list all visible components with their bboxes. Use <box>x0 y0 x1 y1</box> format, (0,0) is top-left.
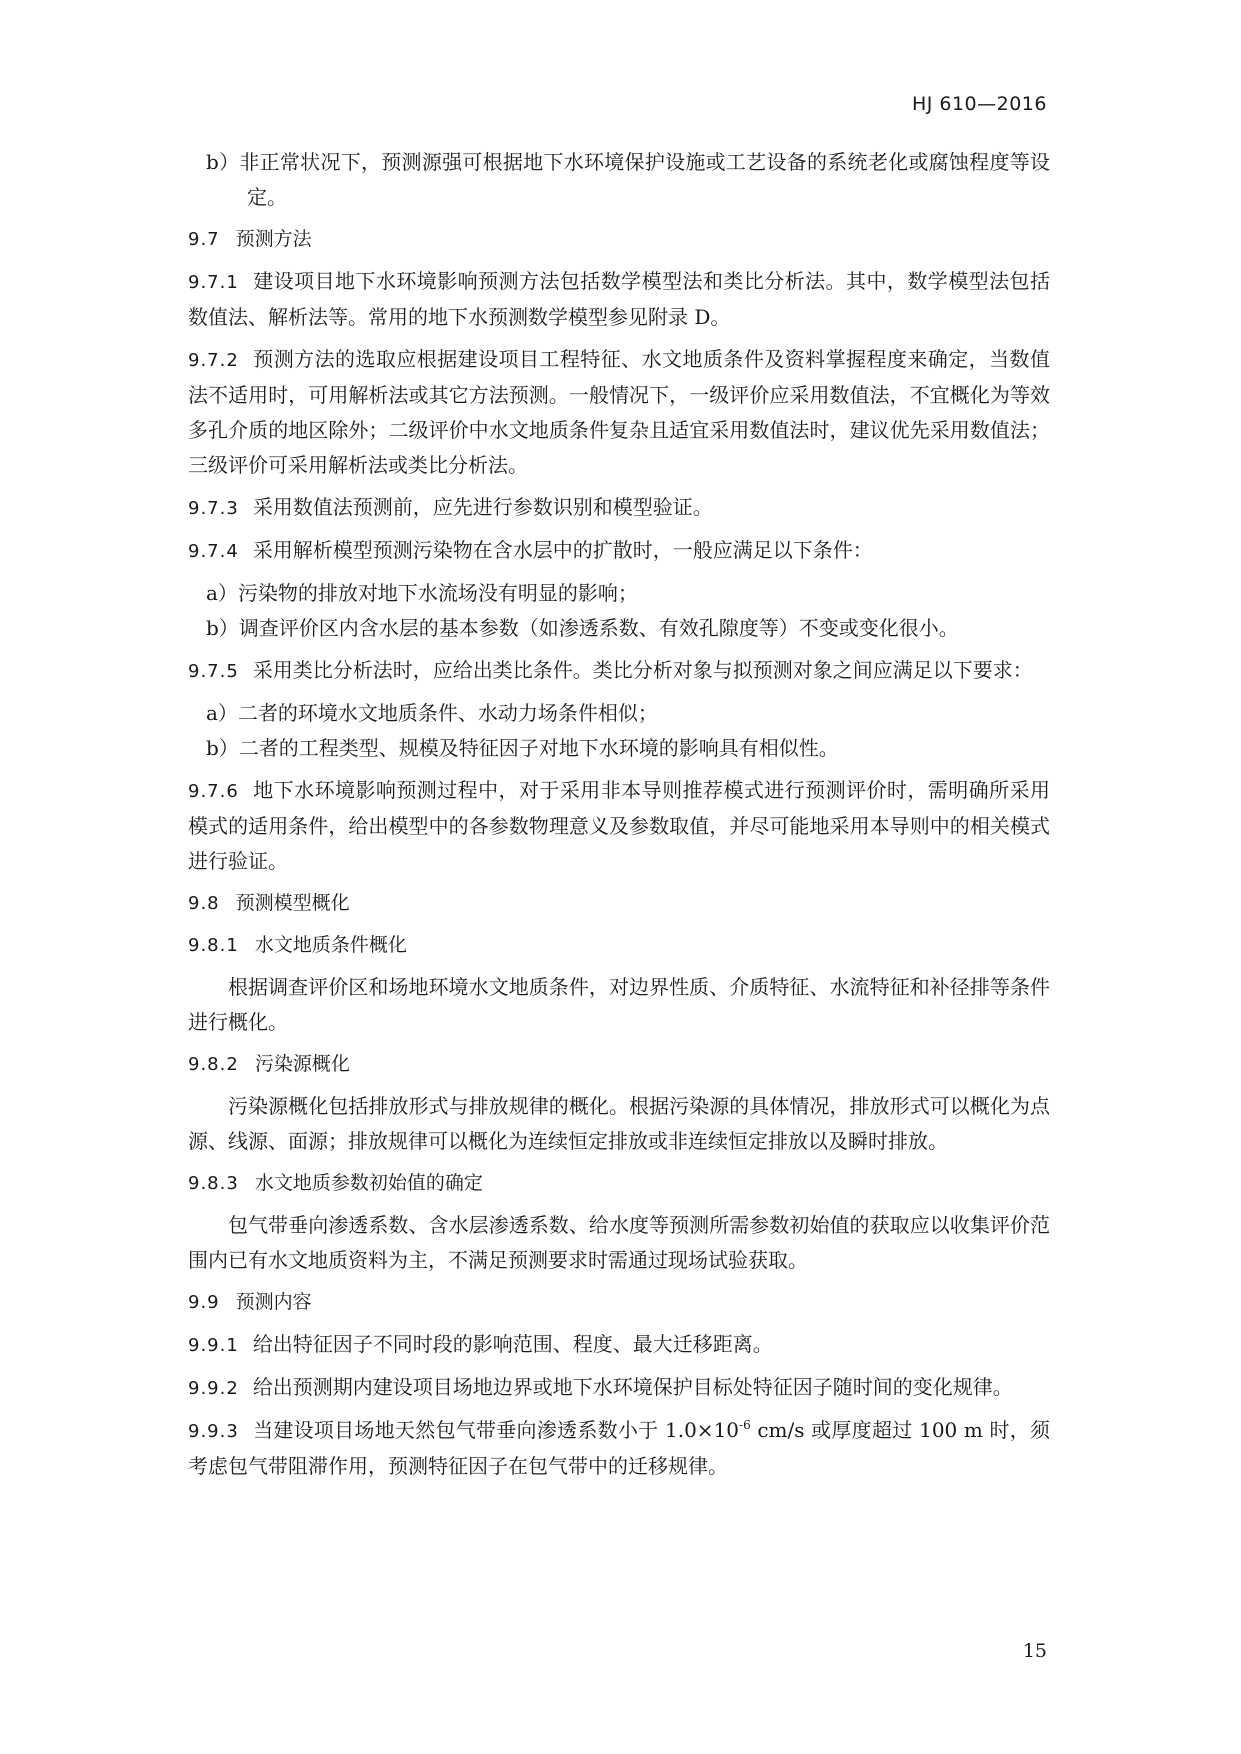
list-label: b） <box>206 736 239 760</box>
section-number: 9.9 <box>188 1292 220 1313</box>
clause-text: 当建设项目场地天然包气带垂向渗透系数小于 1.0×10 <box>252 1418 740 1442</box>
clause-9-9-2 <box>188 1370 1050 1406</box>
list-item <box>206 731 1050 766</box>
clause-number: 9.9.2 <box>188 1378 239 1399</box>
clause-number: 9.7.5 <box>188 661 239 682</box>
clause-number: 9.7.1 <box>188 272 239 293</box>
clause-9-7-6 <box>188 773 1050 879</box>
clause-9-7-1 <box>188 264 1050 335</box>
clause-number: 9.7.6 <box>188 781 239 802</box>
section-number: 9.8 <box>188 893 220 914</box>
clause-text: 预测方法的选取应根据建设项目工程特征、水文地质条件及资料掌握程度来确定，当数值法不适用时，可用解析法或其它方法预测。一般情况下，一级评价应采用数值法，不宜概化为等效多孔介质的地区除外；二级评价中水文地质条件复杂且适宜采用数值法时，建议优先采用数值法；三级评价可采用解析法或类比分析法。 <box>188 347 1050 477</box>
clause-number: 9.8.1 <box>188 935 239 956</box>
section-title: 预测模型概化 <box>235 892 350 914</box>
list-label: a） <box>206 581 238 605</box>
list-item <box>206 576 1050 611</box>
clause-title: 污染源概化 <box>254 1053 350 1075</box>
page-number: 15 <box>1022 1640 1047 1662</box>
list-label: b） <box>206 616 239 640</box>
clause-number: 9.7.3 <box>188 498 239 519</box>
clause-number: 9.7.4 <box>188 541 239 562</box>
clause-title: 水文地质参数初始值的确定 <box>254 1172 483 1194</box>
section-number: 9.7 <box>188 229 220 250</box>
standard-number: HJ 610—2016 <box>911 93 1047 115</box>
clause-text: 采用类比分析法时，应给出类比条件。类比分析对象与拟预测对象之间应满足以下要求： <box>252 658 1033 682</box>
list-text: 调查评价区内含水层的基本参数（如渗透系数、有效孔隙度等）不变或变化很小。 <box>238 616 959 640</box>
clause-text: 采用数值法预测前，应先进行参数识别和模型验证。 <box>252 495 713 519</box>
clause-text-9-8-1: 根据调查评价区和场地环境水文地质条件，对边界性质、介质特征、水流特征和补径排等条件进行概化。 <box>188 975 1050 1034</box>
list-item <box>206 696 1050 731</box>
subsection-heading-9-8-2 <box>188 1047 1050 1082</box>
section-heading-9-9 <box>188 1285 1050 1320</box>
section-heading-9-7 <box>188 222 1050 257</box>
clause-number: 9.8.3 <box>188 1173 239 1194</box>
clause-text: 采用解析模型预测污染物在含水层中的扩散时，一般应满足以下条件： <box>252 538 873 562</box>
list-label: a） <box>206 701 238 725</box>
clause-number: 9.8.2 <box>188 1054 239 1075</box>
list-text: 污染物的排放对地下水流场没有明显的影响； <box>237 581 638 605</box>
clause-9-7-2 <box>188 342 1050 483</box>
section-title: 预测内容 <box>235 1291 312 1313</box>
section-heading-9-8 <box>188 886 1050 921</box>
list-text: 非正常状况下，预测源强可根据地下水环境保护设施或工艺设备的系统老化或腐蚀程度等设定。 <box>239 150 1051 209</box>
page-body <box>188 145 1050 1491</box>
clause-9-7-3 <box>188 490 1050 526</box>
subsection-heading-9-8-1 <box>188 928 1050 963</box>
clause-9-9-3 <box>188 1413 1050 1484</box>
clause-text: 给出预测期内建设项目场地边界或地下水环境保护目标处特征因子随时间的变化规律。 <box>252 1375 1013 1399</box>
list-item <box>206 145 1050 215</box>
clause-text-9-8-2: 污染源概化包括排放形式与排放规律的概化。根据污染源的具体情况，排放形式可以概化为点源、线源、面源；排放规律可以概化为连续恒定排放或非连续恒定排放以及瞬时排放。 <box>188 1094 1050 1153</box>
section-title: 预测方法 <box>235 228 312 250</box>
clause-text-cont: cm/s 或厚度超过 100 m 时，须考虑包气带阻滞作用，预测特征因子在包气带中的迁移规律。 <box>188 1418 1051 1478</box>
subsection-heading-9-8-3 <box>188 1166 1050 1201</box>
clause-9-7-4 <box>188 533 1050 569</box>
clause-text: 建设项目地下水环境影响预测方法包括数学模型法和类比分析法。其中，数学模型法包括数值法、解析法等。常用的地下水预测数学模型参见附录 D。 <box>188 269 1050 329</box>
clause-title: 水文地质条件概化 <box>254 934 407 956</box>
clause-9-7-5 <box>188 653 1050 689</box>
clause-number: 9.7.2 <box>188 350 239 371</box>
clause-text: 地下水环境影响预测过程中，对于采用非本导则推荐模式进行预测评价时，需明确所采用模式的适用条件，给出模型中的各参数物理意义及参数取值，并尽可能地采用本导则中的相关模式进行验证。 <box>188 778 1050 873</box>
list-text: 二者的环境水文地质条件、水动力场条件相似； <box>237 701 658 725</box>
list-item <box>206 611 1050 646</box>
clause-text: 给出特征因子不同时段的影响范围、程度、最大迁移距离。 <box>252 1332 773 1356</box>
list-label: b） <box>206 150 240 174</box>
clause-number: 9.9.3 <box>188 1421 239 1442</box>
clause-text-9-8-3: 包气带垂向渗透系数、含水层渗透系数、给水度等预测所需参数初始值的获取应以收集评价范围内已有水文地质资料为主，不满足预测要求时需通过现场试验获取。 <box>188 1213 1050 1272</box>
exponent: -6 <box>739 1418 751 1432</box>
list-text: 二者的工程类型、规模及特征因子对地下水环境的影响具有相似性。 <box>238 736 839 760</box>
clause-9-9-1 <box>188 1327 1050 1363</box>
clause-number: 9.9.1 <box>188 1335 239 1356</box>
